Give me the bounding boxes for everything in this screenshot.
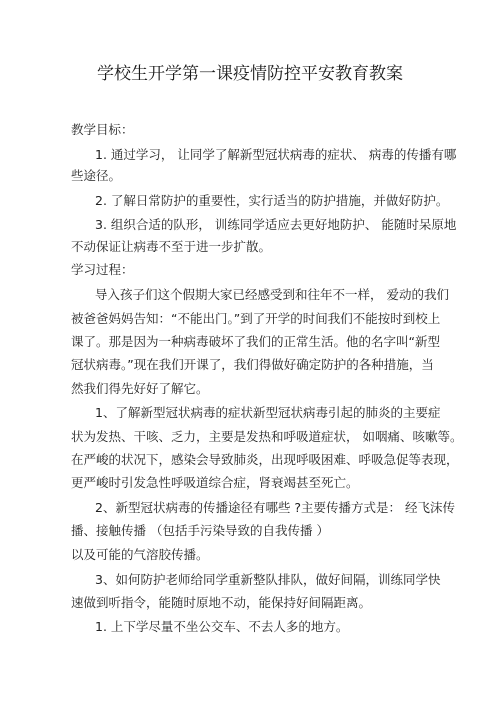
text-line: 1、了解新型冠状病毒的症状新型冠状病毒引起的肺炎的主要症 [95, 405, 441, 420]
text-line: 以及可能的气溶胶传播。 [71, 547, 209, 562]
text-line: 被爸爸妈妈告知：“不能出门。”到了开学的时间我们不能按时到校上 [71, 311, 441, 326]
text-line-goals-heading: 教学目标： [71, 122, 134, 137]
text-line: 1. 上下学尽量不坐公交车、不去人多的地方。 [95, 619, 349, 634]
text-line: 播、接触传播 （包括手污染导致的自我传播 ） [71, 523, 329, 538]
text-line: 然我们得先好好了解它。 [71, 381, 209, 396]
text-line: 在严峻的状况下，感染会导致肺炎，出现呼吸困难、呼吸急促等表现， [71, 452, 459, 467]
text-line: 2、新型冠状病毒的传播途径有哪些 ?主要传播方式是： 经飞沫传 [95, 500, 456, 515]
text-line: 导入孩子们这个假期大家已经感受到和往年不一样， 爱动的我们 [95, 287, 449, 302]
text-line: 些途径。 [71, 168, 122, 183]
text-line: 2. 了解日常防护的重要性，实行适当的防护措施，并做好防护。 [95, 193, 449, 208]
text-line: 更严峻时引发急性呼吸道综合症，肾衰竭甚至死亡。 [71, 475, 359, 490]
text-line: 3、如何防护老师给同学重新整队排队，做好间隔，训练同学快 [95, 572, 441, 587]
text-line: 1. 通过学习， 让同学了解新型冠状病毒的症状、 病毒的传播有哪 [95, 147, 457, 162]
text-line: 冠状病毒。”现在我们开课了，我们得做好确定防护的各种措施，当 [71, 357, 434, 372]
text-line: 课了。那是因为一种病毒破坏了我们的正常生活。他的名字叫“新型 [71, 334, 440, 349]
text-line: 不动保证让病毒不至于进一步扩散。 [71, 239, 272, 254]
text-line: 状为发热、干咳、乏力，主要是发热和呼吸道症状， 如咽痛、咳嗽等。 [71, 429, 463, 444]
text-line: 3. 组织合适的队形， 训练同学适应去更好地防护、 能随时呆原地 [95, 217, 457, 232]
document-title: 学校生开学第一课疫情防控平安教育教案 [97, 64, 403, 84]
text-line: 速做到听指令，能随时原地不动，能保持好间隔距离。 [71, 595, 372, 610]
text-line-process-heading: 学习过程： [71, 262, 134, 277]
